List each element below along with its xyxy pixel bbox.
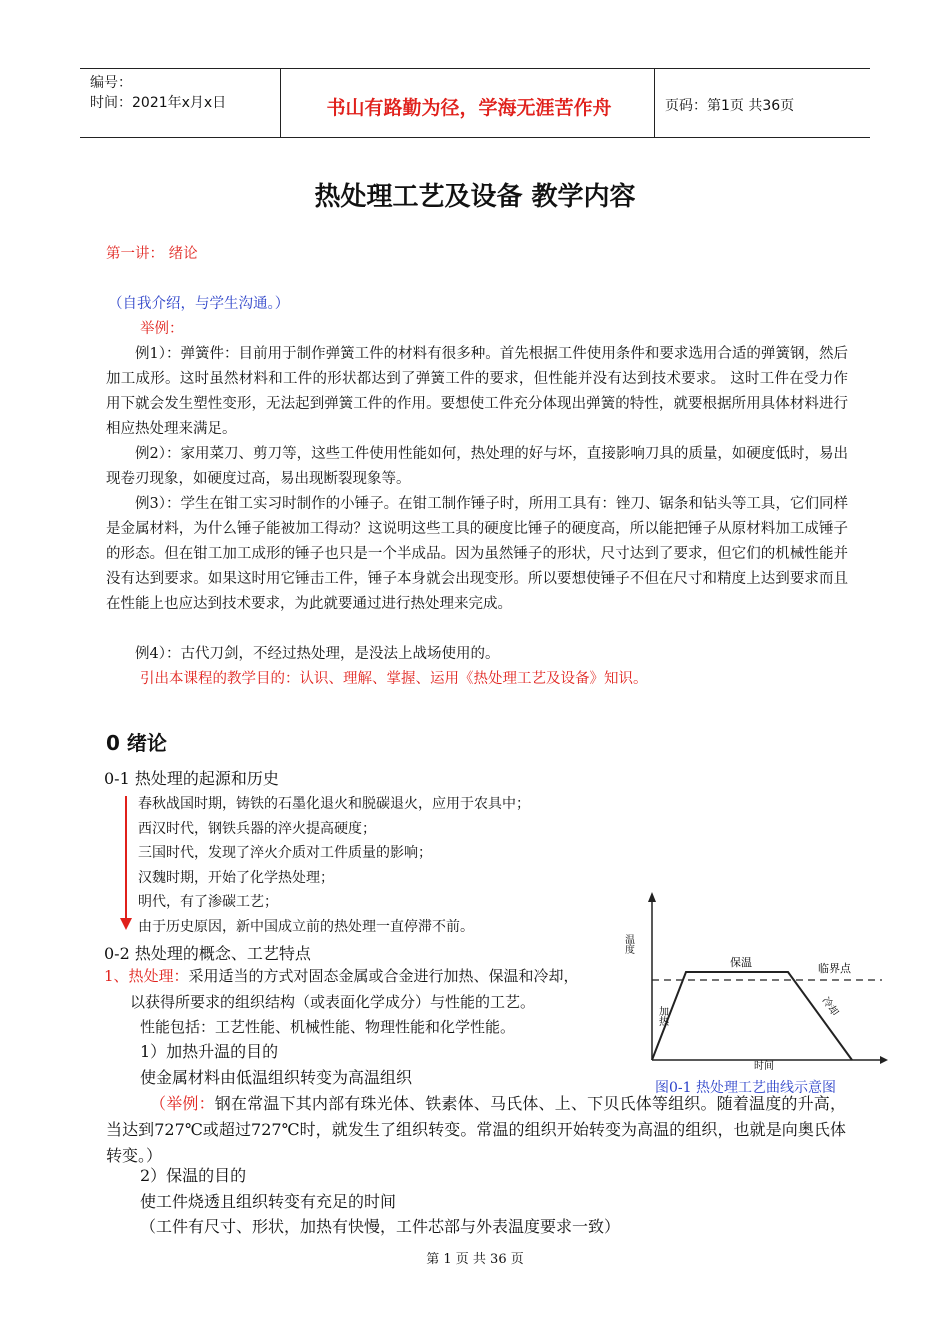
y-axis-label: 温度	[622, 934, 634, 954]
timeline-arrow-icon	[118, 794, 134, 934]
purpose-statement: 引出本课程的教学目的：认识、理解、掌握、运用《热处理工艺及设备》知识。	[140, 671, 648, 687]
definition-line	[104, 964, 579, 989]
header-number: 编号：	[90, 75, 132, 91]
heating-label: 加热	[656, 1006, 668, 1026]
holding-purpose-heading: 2）保温的目的	[140, 1166, 247, 1185]
history-list	[138, 792, 530, 939]
example-paragraph: 例2）：家用菜刀、剪刀等，这些工件使用性能如何，热处理的好与坏，直接影响刀具的质量，如硬度低时，易出现卷刃现象，如硬度过高，易出现断裂现象等。	[106, 446, 848, 487]
example-paragraph: 例4）：古代刀剑，不经过热处理，是没法上战场使用的。	[135, 646, 500, 662]
holding-note: （工件有尺寸、形状，加热有快慢，工件芯部与外表温度要求一致）	[140, 1217, 621, 1236]
section-heading: 0 绪论	[106, 731, 167, 755]
header-meta	[90, 73, 226, 113]
process-curve-diagram	[620, 888, 890, 1070]
subsection-heading: 0-2 热处理的概念、工艺特点	[104, 944, 311, 963]
performance-list: 性能包括：工艺性能、机械性能、物理性能和化学性能。	[140, 1018, 516, 1036]
lecture-heading: 第一讲： 绪论	[106, 246, 198, 262]
definition-label: 1、热处理：	[104, 967, 189, 985]
figure-caption: 图0-1 热处理工艺曲线示意图	[655, 1080, 836, 1096]
history-item: 明代，有了渗碳工艺；	[138, 894, 278, 910]
history-item: 三国时代，发现了淬火介质对工件质量的影响；	[138, 845, 432, 861]
history-item: 春秋战国时期，铸铁的石墨化退火和脱碳退火，应用于农具中；	[138, 796, 530, 812]
heating-example	[106, 1091, 846, 1169]
definition-text: 采用适当的方式对固态金属或合金进行加热、保温和冷却，	[188, 967, 579, 985]
header-motto: 书山有路勤为径，学海无涯苦作舟	[326, 97, 612, 119]
history-item: 由于历史原因，新中国成立前的热处理一直停滞不前。	[138, 918, 474, 935]
history-item: 西汉时代，钢铁兵器的淬火提高硬度；	[138, 820, 376, 837]
holding-purpose-text: 使工件烧透且组织转变有充足的时间	[140, 1192, 397, 1211]
heating-purpose-text: 使金属材料由低温组织转变为高温组织	[140, 1068, 413, 1087]
critical-point-label: 临界点	[818, 962, 851, 975]
page-header	[80, 68, 870, 138]
example-paragraph: 例3）：学生在钳工实习时制作的小锤子。在钳工制作锤子时，所用工具有：锉刀、锯条和钻头等工具，它们同样是金属材料，为什么锤子能被加工得动？这说明这些工具的硬度比锤子的硬度高，所以能把锤子从原材料加工成锤子的形态。但在钳工加工成形的锤子也只是一个半成品。因为虽然锤子的形状，尺寸达到了要求，但它们的机械性能并没有达到要求。如果这时用它锤击工件，锤子本身就会出现变形。所以要想使锤子不但在尺寸和精度上达到要求而且在性能上也应达到技术要求，为此就要通过进行热处理来完成。	[106, 496, 848, 612]
heating-purpose-heading: 1）加热升温的目的	[140, 1042, 279, 1061]
examples-label: 举例：	[140, 321, 184, 337]
example-paragraph: 例1）：弹簧件：目前用于制作弹簧工件的材料有很多种。首先根据工件使用条件和要求选用合适的弹簧钢，然后加工成形。这时虽然材料和工件的形状都达到了弹簧工件的要求，但性能并没有达到技术要求。 这时工件在受力作用下就会发生塑性变形，无法起到弹簧工件的作用。要想使工件充分体现出弹簧的特性，就要根据所用具体材料进行相应热处理来满足。	[106, 346, 848, 437]
cooling-label: 冷却	[819, 995, 841, 1019]
example-label: （举例：	[150, 1094, 215, 1113]
header-page-count: 页码：第1页 共36页	[665, 98, 795, 114]
hold-label: 保温	[730, 956, 752, 969]
x-axis-label: 时间	[754, 1061, 774, 1070]
page-footer: 第 1 页 共 36 页	[426, 1252, 524, 1267]
definition-continuation: 以获得所要求的组织结构（或表面化学成分）与性能的工艺。	[130, 993, 536, 1011]
header-date: 时间：2021年x月x日	[90, 95, 227, 111]
intro-note: （自我介绍，与学生沟通。）	[108, 296, 290, 312]
history-item: 汉魏时期，开始了化学热处理；	[138, 869, 334, 886]
subsection-heading: 0-1 热处理的起源和历史	[104, 769, 279, 788]
document-title: 热处理工艺及设备 教学内容	[314, 182, 636, 212]
header-divider	[280, 69, 281, 137]
example-text: 钢在常温下其内部有珠光体、铁素体、马氏体、上、下贝氏体等组织。随着温度的升高，当达到727℃或超过727℃时，就发生了组织转变。常温的组织开始转变为高温的组织，也就是向奥氏体转变。）	[106, 1094, 846, 1165]
header-divider	[654, 69, 655, 137]
